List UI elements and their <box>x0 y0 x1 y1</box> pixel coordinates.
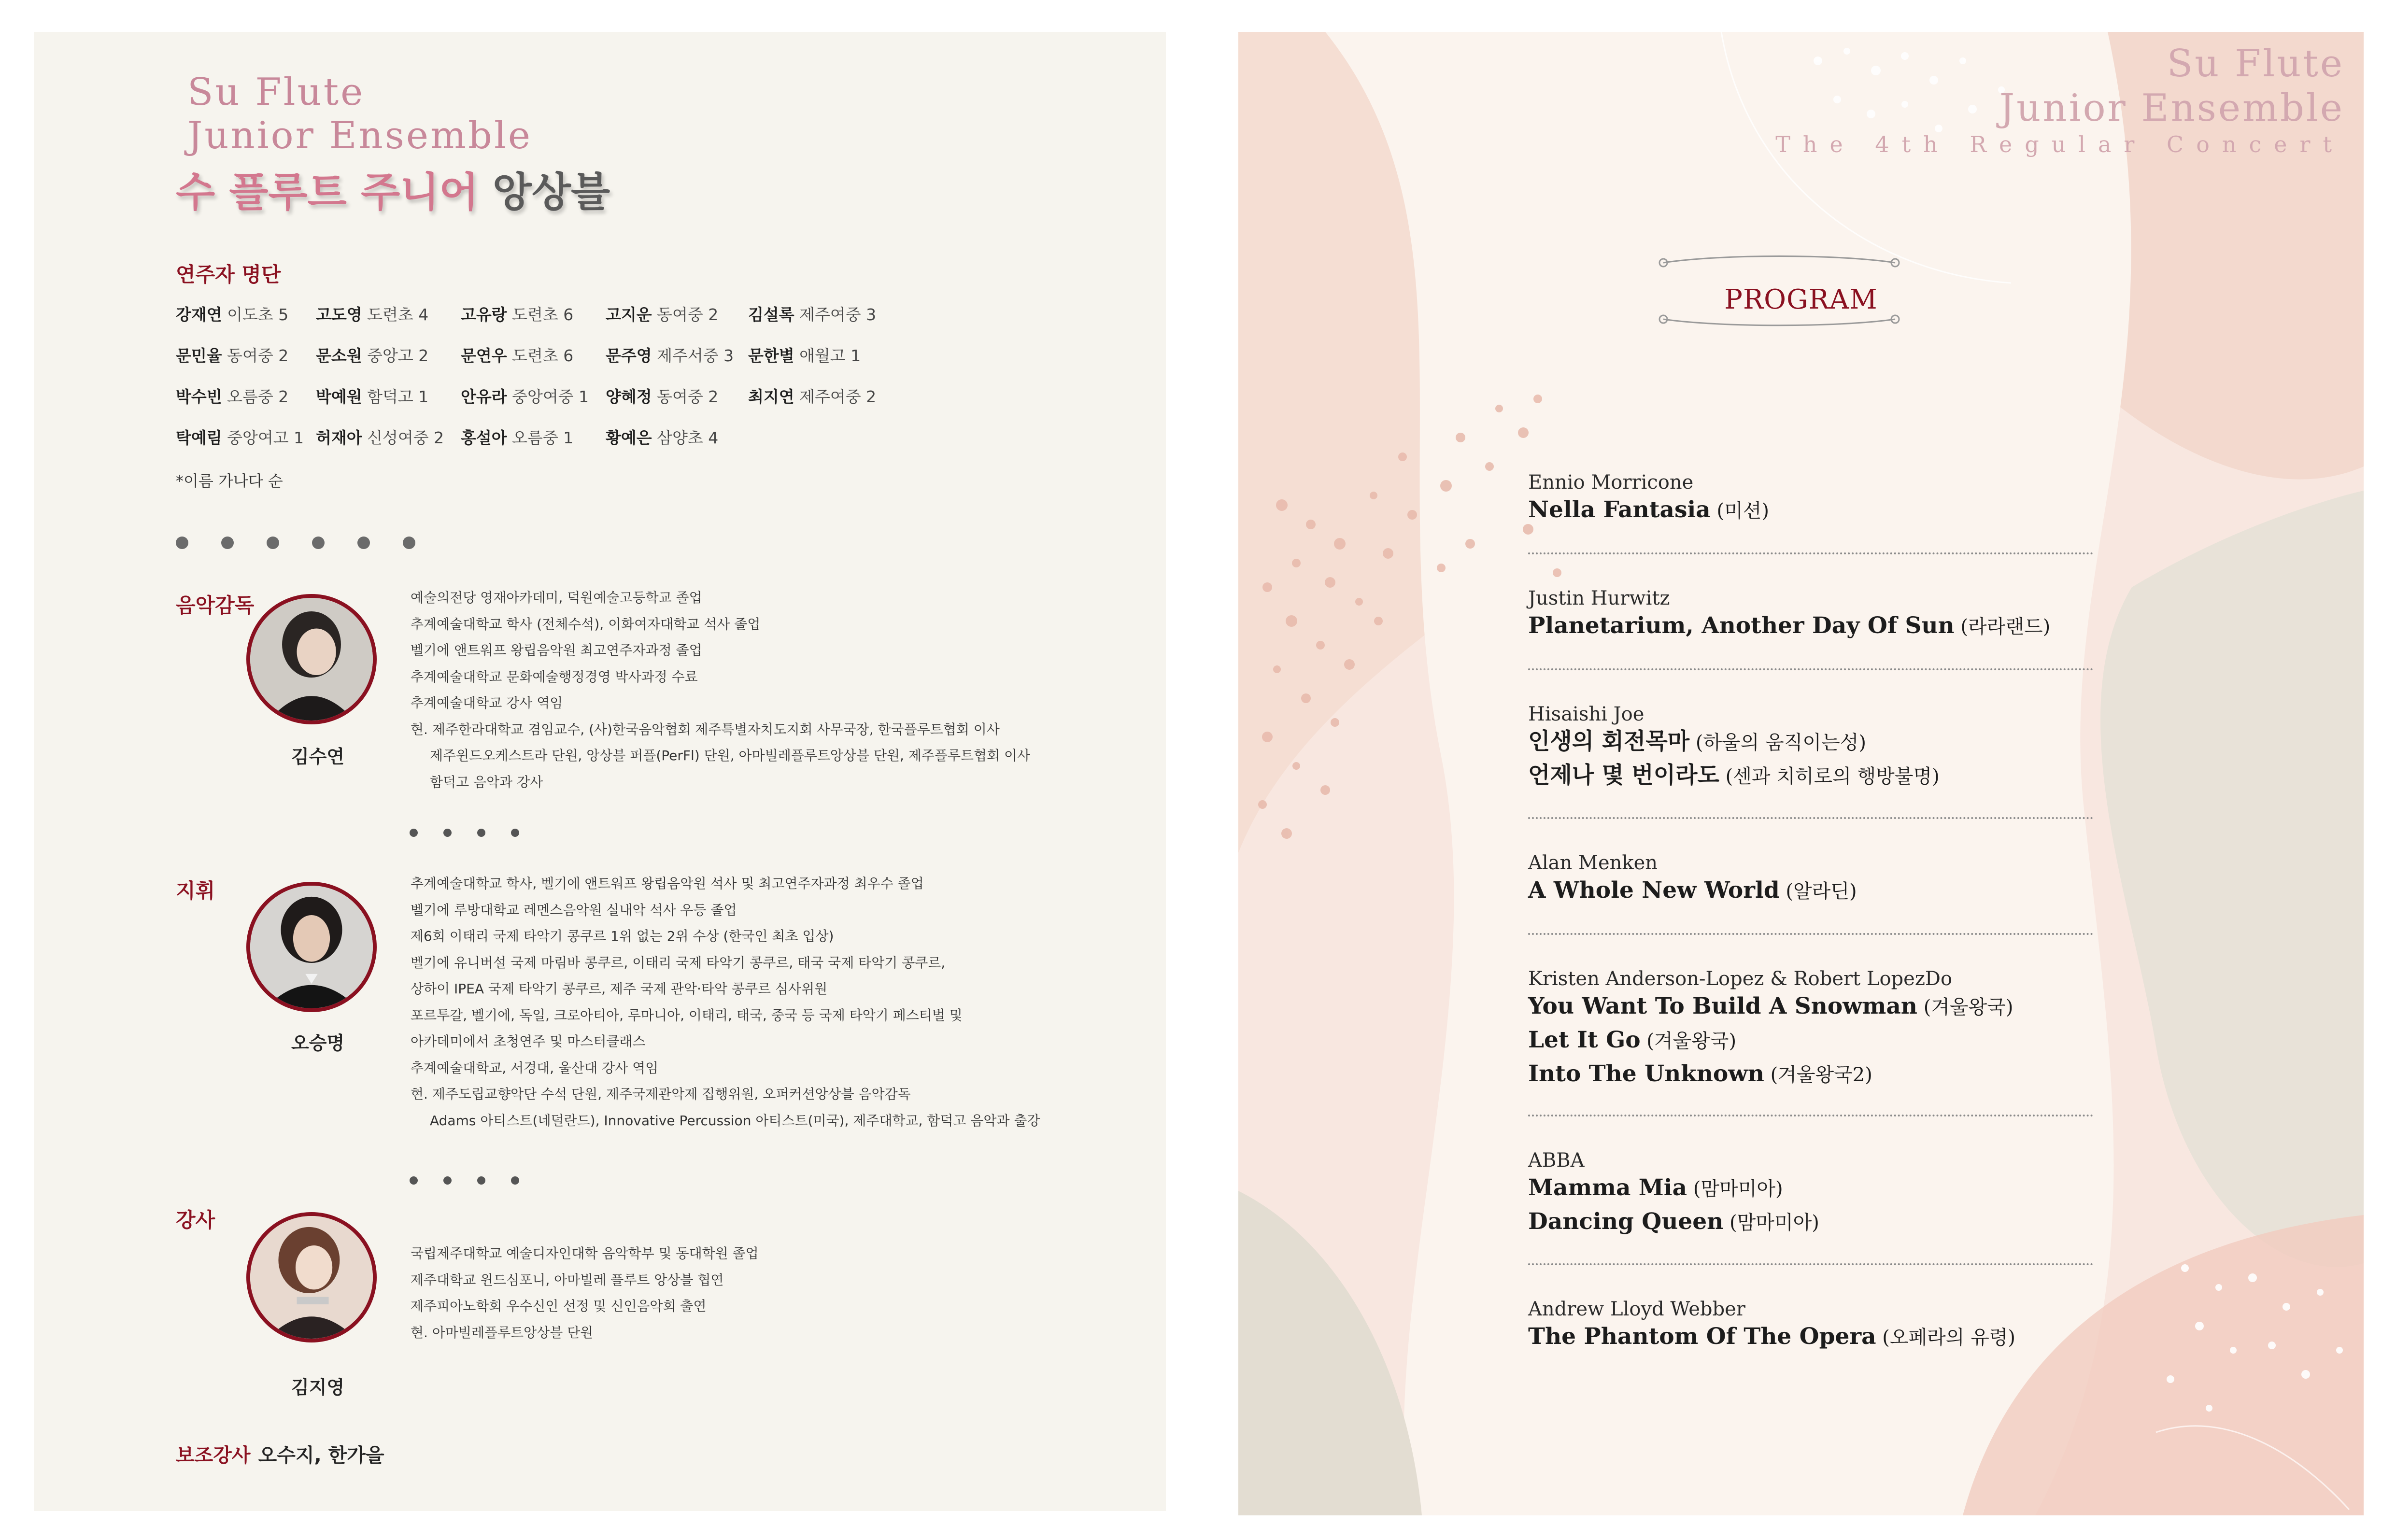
member-school: 도련초 4 <box>362 305 429 324</box>
bio-line: 제주피아노학회 우수신인 선정 및 신인음악회 출연 <box>411 1298 707 1314</box>
program-item <box>1528 1298 2093 1354</box>
right-page <box>1238 32 2364 1515</box>
program-title <box>1238 284 2364 315</box>
member-name: 고지운 <box>606 305 652 324</box>
program-divider <box>1528 817 2093 819</box>
member-name: 고유랑 <box>461 305 507 324</box>
program-divider <box>1528 1263 2093 1265</box>
member-school: 동여중 2 <box>652 387 719 406</box>
program-piece <box>1528 990 2093 1024</box>
member-name: 문민율 <box>176 346 222 365</box>
program-piece <box>1528 609 2093 643</box>
brand-english-line1: Su Flute <box>187 71 365 114</box>
piece-source: (겨울왕국2) <box>1764 1064 1872 1086</box>
bio-line: 제6회 이태리 국제 타악기 콩쿠르 1위 없는 2위 수상 (한국인 최초 입상) <box>411 928 834 944</box>
separator-dot <box>357 537 370 549</box>
member-school: 신성여중 2 <box>362 428 444 447</box>
program-composer: Alan Menken <box>1528 852 1658 874</box>
member-school: 중앙여중 1 <box>507 387 589 406</box>
piece-title: Dancing Queen <box>1528 1208 1724 1235</box>
roster-member <box>316 302 428 325</box>
program-item <box>1528 703 2093 793</box>
program-brand-line2: Junior Ensemble <box>1999 86 2344 130</box>
roster-member <box>316 343 428 366</box>
member-school: 도련초 6 <box>507 305 574 324</box>
roster-member <box>176 302 288 325</box>
piece-title: Mamma Mia <box>1528 1174 1687 1201</box>
member-school: 이도초 5 <box>222 305 289 324</box>
assistant-names: 오수지, 한가을 <box>258 1444 384 1467</box>
program-item <box>1528 968 2093 1091</box>
separator-dot <box>477 1176 485 1185</box>
instructor-name: 김지영 <box>291 1377 345 1398</box>
roster-member <box>606 384 718 407</box>
director-role: 음악감독 <box>176 593 255 617</box>
piece-title: 언제나 몇 번이라도 <box>1528 762 1719 789</box>
member-school: 동여중 2 <box>222 346 289 365</box>
member-school: 중앙여고 1 <box>222 428 304 447</box>
member-name: 홍설아 <box>461 428 507 447</box>
member-name: 안유라 <box>461 387 507 406</box>
bio-line: 벨기에 루방대학교 레멘스음악원 실내악 석사 우등 졸업 <box>411 902 737 918</box>
conductor-name: 오승명 <box>291 1032 345 1054</box>
roster-member <box>316 425 444 448</box>
member-school: 삼양초 4 <box>652 428 719 447</box>
member-name: 문주영 <box>606 346 652 365</box>
roster-member <box>606 302 718 325</box>
member-name: 탁예림 <box>176 428 222 447</box>
roster-member <box>316 384 428 407</box>
program-composer: Andrew Lloyd Webber <box>1528 1298 1745 1320</box>
separator-dot <box>221 537 234 549</box>
instructor-bio <box>411 1241 759 1346</box>
roster-member <box>606 425 718 448</box>
bio-line: 제주대학교 윈드심포니, 아마빌레 플루트 앙상블 협연 <box>411 1272 724 1288</box>
brand-korean <box>176 160 610 218</box>
bio-line: Adams 아티스트(네덜란드), Innovative Percussion 아티스트(미국), 제주대학교, 함덕고 음악과 출강 <box>430 1112 1040 1129</box>
piece-source: (라라랜드) <box>1954 616 2051 638</box>
program-composer: Kristen Anderson-Lopez & Robert LopezDo <box>1528 968 1953 990</box>
bio-line: 상하이 IPEA 국제 타악기 콩쿠르, 제주 국제 관악·타악 콩쿠르 심사위원 <box>411 981 828 997</box>
program-composer: ABBA <box>1528 1149 1585 1172</box>
roster-member <box>606 343 734 366</box>
bio-line: 현. 제주도립교향악단 수석 단원, 제주국제관악제 집행위원, 오퍼커션앙상블 음악감독 <box>411 1086 911 1102</box>
program-item <box>1528 587 2093 643</box>
instructor-photo <box>246 1212 377 1342</box>
bio-line: 현. 제주한라대학교 겸임교수, (사)한국음악협회 제주특별자치도지회 사무국장, 한국플루트협회 이사 <box>411 721 1000 737</box>
roster-member <box>461 302 573 325</box>
program-divider <box>1528 552 2093 554</box>
member-name: 문소원 <box>316 346 362 365</box>
member-name: 박예원 <box>316 387 362 406</box>
bio-line: 제주윈드오케스트라 단원, 앙상블 퍼플(PerFl) 단원, 아마빌레플루트앙상블 단원, 제주플루트협회 이사 <box>430 748 1031 763</box>
program-divider <box>1528 1115 2093 1116</box>
member-name: 강재연 <box>176 305 222 324</box>
program-piece <box>1528 759 2093 793</box>
roster-member <box>748 343 861 366</box>
conductor-bio <box>411 871 1040 1134</box>
member-name: 문한별 <box>748 346 794 365</box>
member-name: 허재아 <box>316 428 362 447</box>
portrait-icon <box>250 886 373 1008</box>
brand-english-line2: Junior Ensemble <box>187 114 533 157</box>
program-piece <box>1528 1320 2093 1354</box>
program-brand-line1: Su Flute <box>2167 42 2344 85</box>
program-piece <box>1528 874 2093 908</box>
piece-title: A Whole New World <box>1528 877 1780 904</box>
assistant-instructors <box>176 1440 384 1468</box>
program-item <box>1528 471 2093 527</box>
separator-dot <box>443 829 452 837</box>
member-name: 문연우 <box>461 346 507 365</box>
piece-source: (미션) <box>1710 500 1769 522</box>
piece-title: Let It Go <box>1528 1027 1641 1053</box>
brand-english <box>187 71 532 157</box>
roster-note: *이름 가나다 순 <box>176 472 283 490</box>
bio-line: 벨기에 유니버설 국제 마림바 콩쿠르, 이태리 국제 타악기 콩쿠르, 태국 국제 타악기 콩쿠르, <box>411 954 946 971</box>
member-school: 제주서중 3 <box>652 346 734 365</box>
piece-source: (겨울왕국) <box>1640 1030 1737 1052</box>
piece-source: (하울의 움직이는성) <box>1689 732 1866 754</box>
program-piece <box>1528 1205 2093 1239</box>
left-page <box>34 32 1166 1511</box>
program-item <box>1528 852 2093 908</box>
bio-line: 추계예술대학교 강사 역임 <box>411 695 563 711</box>
member-name: 고도영 <box>316 305 362 324</box>
instructor-role: 강사 <box>176 1208 215 1232</box>
member-name: 양혜정 <box>606 387 652 406</box>
bio-line: 추계예술대학교 학사, 벨기에 앤트워프 왕립음악원 석사 및 최고연주자과정 최우수 졸업 <box>411 876 924 891</box>
program-brand <box>1775 42 2344 157</box>
portrait-icon <box>250 598 373 721</box>
separator-dot <box>477 829 485 837</box>
member-name: 황예은 <box>606 428 652 447</box>
bio-line: 추계예술대학교, 서경대, 울산대 강사 역임 <box>411 1060 659 1076</box>
piece-source: (겨울왕국) <box>1917 996 2013 1018</box>
bio-line: 추계예술대학교 문화예술행정경영 박사과정 수료 <box>411 668 698 685</box>
piece-title: 인생의 회전목마 <box>1528 728 1690 755</box>
director-bio <box>411 585 1030 795</box>
brand-korean-part2: 앙상블 <box>478 169 610 216</box>
bio-line: 예술의전당 영재아카데미, 덕원예술고등학교 졸업 <box>411 590 702 606</box>
roster-member <box>748 302 876 325</box>
member-school: 제주여중 2 <box>794 387 877 406</box>
member-name: 박수빈 <box>176 387 222 406</box>
separator-dot <box>443 1176 452 1185</box>
director-name: 김수연 <box>291 746 345 767</box>
portrait-icon <box>250 1216 373 1339</box>
conductor-photo <box>246 882 377 1012</box>
bio-line: 추계예술대학교 학사 (전체수석), 이화여자대학교 석사 졸업 <box>411 616 761 632</box>
member-school: 도련초 6 <box>507 346 574 365</box>
bio-line: 벨기에 앤트워프 왕립음악원 최고연주자과정 졸업 <box>411 642 702 658</box>
separator-dot <box>176 537 188 549</box>
piece-source: (맘마미아) <box>1723 1212 1819 1234</box>
program-composer: Justin Hurwitz <box>1528 587 1670 609</box>
separator-dot <box>511 829 519 837</box>
separator-dot <box>511 1176 519 1185</box>
program-piece <box>1528 494 2093 527</box>
program-composer: Hisaishi Joe <box>1528 703 1645 725</box>
conductor-role: 지휘 <box>176 879 215 903</box>
member-school: 제주여중 3 <box>794 305 877 324</box>
assistant-label: 보조강사 <box>176 1444 251 1467</box>
program-piece <box>1528 725 2093 759</box>
program-brand-line3: The 4th Regular Concert <box>1775 131 2344 157</box>
piece-title: Nella Fantasia <box>1528 496 1711 523</box>
piece-source: (센과 치히로의 행방불명) <box>1719 765 1940 788</box>
program-piece <box>1528 1024 2093 1058</box>
piece-title: The Phantom Of The Opera <box>1528 1323 1876 1350</box>
separator-dot <box>312 537 325 549</box>
program-divider <box>1528 668 2093 670</box>
member-school: 중앙고 2 <box>362 346 429 365</box>
member-school: 애월고 1 <box>794 346 861 365</box>
member-school: 오름중 2 <box>222 387 289 406</box>
member-name: 최지연 <box>748 387 794 406</box>
piece-source: (알라딘) <box>1779 880 1857 903</box>
roster-member <box>461 384 589 407</box>
member-school: 함덕고 1 <box>362 387 429 406</box>
piece-title: You Want To Build A Snowman <box>1528 993 1917 1019</box>
bio-line: 현. 아마빌레플루트앙상블 단원 <box>411 1324 594 1341</box>
roster-member <box>461 343 573 366</box>
bio-line: 포르투갈, 벨기에, 독일, 크로아티아, 루마니아, 이태리, 태국, 중국 등 국제 타악기 페스티벌 및 <box>411 1007 963 1023</box>
program-piece <box>1528 1172 2093 1205</box>
member-school: 오름중 1 <box>507 428 574 447</box>
roster-heading: 연주자 명단 <box>176 263 281 286</box>
separator-dot <box>403 537 415 549</box>
bio-line: 함덕고 음악과 강사 <box>430 774 543 790</box>
program-piece <box>1528 1058 2093 1091</box>
roster-member <box>748 384 876 407</box>
program-composer: Ennio Morricone <box>1528 471 1694 494</box>
separator-dot <box>410 1176 418 1185</box>
piece-source: (오페라의 유령) <box>1876 1327 2016 1349</box>
piece-title: Into The Unknown <box>1528 1060 1764 1087</box>
member-school: 동여중 2 <box>652 305 719 324</box>
separator-dot <box>410 829 418 837</box>
bio-line: 아카데미에서 초청연주 및 마스터클래스 <box>411 1033 646 1049</box>
program-divider <box>1528 933 2093 935</box>
roster-member <box>176 384 288 407</box>
roster-member <box>176 343 288 366</box>
director-photo <box>246 594 377 724</box>
piece-title: Planetarium, Another Day Of Sun <box>1528 612 1955 639</box>
piece-source: (맘마미아) <box>1687 1178 1783 1200</box>
program-title-text: PROGRAM <box>1724 284 1878 315</box>
separator-dot <box>267 537 279 549</box>
brand-korean-part1: 수 플루트 주니어 <box>176 169 479 216</box>
member-name: 김설록 <box>748 305 794 324</box>
roster-member <box>461 425 573 448</box>
program-item <box>1528 1149 2093 1239</box>
bio-line: 국립제주대학교 예술디자인대학 음악학부 및 동대학원 졸업 <box>411 1245 759 1261</box>
roster-member <box>176 425 304 448</box>
